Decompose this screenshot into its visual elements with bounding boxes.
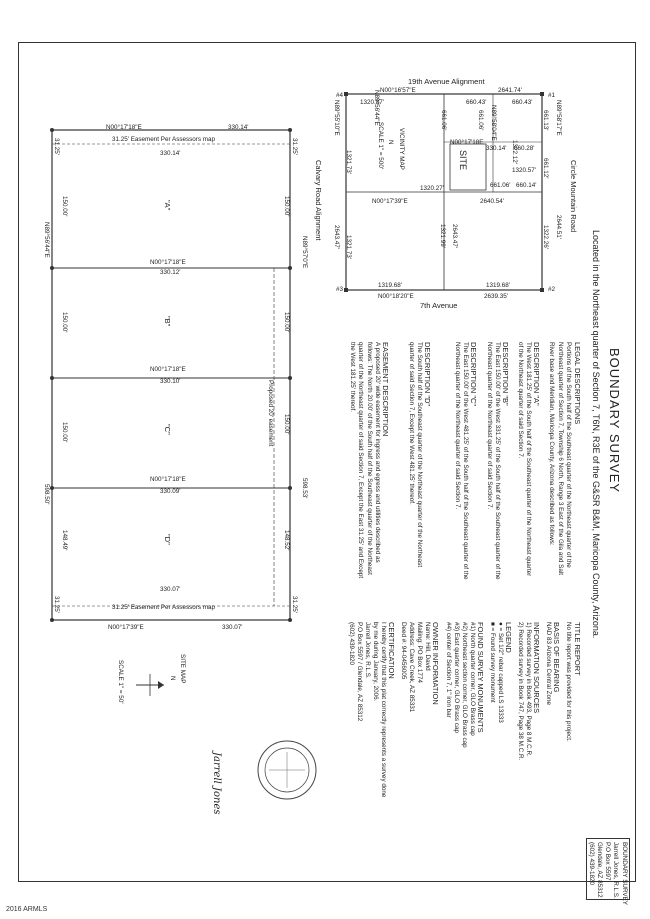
vic-d1: 1320.87'	[360, 99, 384, 106]
surveyor-seal-icon	[255, 738, 319, 802]
vic-d5: 661.06'	[440, 110, 447, 131]
vic-right-dist: 2644.51'	[555, 215, 562, 239]
parcel-c-right: 150.00'	[283, 414, 290, 435]
site-side-31-c: 31.25'	[291, 138, 298, 155]
parcel-a-left: 150.00'	[61, 196, 68, 217]
vic-d3: 660.43'	[512, 99, 533, 106]
vic-corner-nw: #4	[336, 92, 344, 99]
site-right-dist: 598.53'	[301, 478, 308, 499]
found-heading: FOUND SURVEY MONUMENTS	[476, 622, 485, 733]
vic-left-road: Calvary Road Alignment	[314, 160, 323, 241]
vic-d9: 1322.12'	[511, 140, 518, 164]
basis-heading: BASIS OF BEARING	[552, 622, 561, 693]
vic-d14: 660.14'	[516, 182, 537, 189]
vic-north: N	[387, 140, 394, 145]
legal-heading: LEGAL DESCRIPTIONS	[573, 342, 582, 425]
vic-bottom-bearing: N00°18'20"E	[378, 293, 414, 300]
parcel-d-bot: 330.07'	[160, 586, 181, 593]
legal-d-head: DESCRIPTION "D"	[423, 342, 432, 407]
found-1: #1) North quarter corner, GLO Brass cap	[469, 622, 476, 736]
site-top-bearing: N00°17'18"E	[106, 124, 142, 131]
parcel-d-right: 148.52'	[283, 530, 290, 551]
vic-d13: 661.06'	[490, 182, 511, 189]
legal-b-head: DESCRIPTION "B"	[501, 342, 510, 406]
info-1: 1) Recorded survey in Book 493, Page 8 M.C.R.	[525, 622, 532, 757]
vic-d19: 1319.68'	[378, 282, 402, 289]
vic-d10: 1321.73'	[345, 150, 352, 174]
owner-2: Mailing: PO Box 1774	[416, 622, 423, 683]
vic-bottom-dist: 2639.35'	[484, 293, 508, 300]
footer-watermark: 2016 ARMLS	[6, 906, 48, 913]
parcel-b-bot: 330.10'	[160, 378, 181, 385]
vic-left-dist: 2643.47'	[333, 225, 340, 249]
legend-2: ■ = Found survey monument	[489, 622, 496, 703]
vic-top-road: 19th Avenue Alignment	[408, 77, 485, 86]
site-easement-bottom: 31.25' Easement Per Assessors map	[112, 604, 216, 611]
vic-right-bearing: N89°58'17"E	[555, 100, 562, 136]
info-2: 2) Recorded survey in Book 747, Page 38 M.C.R.	[517, 622, 524, 761]
cert-surveyor: Jarrell Jones, R.L.S.	[364, 622, 371, 679]
site-easement-top: 31.25' Easement Per Assessors map	[112, 136, 216, 143]
site-right-bearing: N89°57'0"E	[301, 236, 308, 269]
vic-d4: 661.13'	[542, 110, 549, 131]
vic-d15: 1322.26'	[542, 225, 549, 249]
site-left-dist: 598.50'	[43, 484, 50, 505]
easement-text: A proposed 20' wide easement for ingress and egress and utilities described as follows: The North 20.00' of the South half of the Southeast quarter of the Northeast quarter of the Northeast quarter of said Section 7, Except the East 31.25' and Except the West 181.25' thereof.	[348, 342, 381, 579]
vic-d17: 1321.99'	[439, 224, 446, 248]
legal-c-head: DESCRIPTION "C"	[469, 342, 478, 407]
cert-text: I hereby certify that this plat correctly represents a survey done by me during January, 2006.	[371, 622, 387, 798]
vic-right-road: Circle Mountain Road	[569, 160, 578, 233]
vic-d20: 1319.68'	[486, 282, 510, 289]
legal-a-text: The West 181.25' of the South half of the Southeast quarter of the Northeast quarter of the Northeast quarter of said Section 7.	[516, 342, 532, 577]
vicinity-map	[330, 78, 570, 308]
parcel-b-right: 150.00'	[283, 312, 290, 333]
vic-top-bearing: N00°16'57"E	[380, 87, 416, 94]
vic-d2: 660.43'	[466, 99, 487, 106]
cert-address: P.O Box 5597 / Glendale, AZ 85312	[356, 622, 363, 722]
parcel-c-label: "C"	[163, 424, 172, 435]
vic-d18: 2643.47'	[451, 224, 458, 248]
legend-1: ● = Set 1/2" rebar capped LS 13333	[497, 622, 504, 723]
site-box	[450, 144, 486, 190]
survey-title: BOUNDARY SURVEY	[607, 348, 622, 494]
site-proposed-easement: Proposed 20' easement	[267, 380, 274, 447]
owner-4: Deed #: 94-0456005	[400, 622, 407, 680]
survey-subtitle: Located in the Northeast quarter of Section 7, T6N, R3E of the G&SR B&M, Maricopa County, Arizona.	[591, 230, 601, 639]
parcel-a-div: N00°17'18"E	[150, 259, 186, 266]
legend-heading: LEGEND	[504, 622, 513, 653]
legal-a-head: DESCRIPTION "A"	[532, 342, 541, 406]
parcel-a-bot: 330.12'	[160, 269, 181, 276]
vic-d11: 661.12'	[542, 158, 549, 179]
vic-corner-ne: #1	[548, 92, 556, 99]
parcel-d-label: "D"	[163, 534, 172, 545]
parcel-c-bot: 330.09'	[160, 488, 181, 495]
vic-mid-dist: 2640.54'	[480, 198, 504, 205]
site-map-title: SITE MAP	[179, 654, 186, 684]
vic-n4: N89°56'44"E	[373, 90, 380, 126]
legal-b-text: The East 150.00' of the West 331.25' of the South half of the Southeast quarter of the Northeast quarter of the Northeast quarter of said Section 7.	[485, 342, 501, 580]
vic-scale: SCALE 1" = 500'	[377, 122, 384, 170]
signature: Jarrell Jones	[211, 752, 222, 815]
vic-d8: 1320.57'	[512, 167, 536, 174]
vic-corner-sw: #3	[336, 286, 344, 293]
vic-n3: N89°58'04"E	[490, 105, 497, 141]
site-map-scale: SCALE 1" = 50'	[117, 660, 124, 704]
vic-corner-se: #2	[548, 286, 556, 293]
site-side-31-b: 31.25'	[53, 596, 60, 613]
parcel-d-left: 148.49'	[61, 530, 68, 551]
vic-bottom-road: 7th Avenue	[420, 301, 458, 310]
north-arrow-icon	[130, 660, 170, 710]
cert-phone: (602) 439-1820	[348, 622, 355, 666]
site-bottom-bearing: N00°17'39"E	[108, 624, 144, 631]
parcel-a-top: 330.14'	[160, 150, 181, 157]
vic-n5: 330.14'	[486, 145, 507, 152]
site-map-north: N	[169, 676, 176, 681]
parcel-c-left: 150.00'	[61, 422, 68, 443]
parcel-b-label: "B"	[163, 316, 172, 327]
vic-mid-bearing: N00°17'39"E	[372, 198, 408, 205]
title-block-l5: (602) 439-1820	[588, 842, 595, 886]
parcel-b-div: N00°17'18"E	[150, 366, 186, 373]
title-report-text: No title report was provided for this project.	[565, 622, 572, 742]
vic-d16: 1321.73'	[345, 235, 352, 259]
title-block-l3: P.O Box 5597	[604, 842, 611, 881]
owner-heading: OWNER INFORMATION	[431, 622, 440, 705]
parcel-a-label: "A"	[163, 200, 172, 211]
owner-1: Name: Hill, David	[424, 622, 431, 671]
vic-d7: 660.28'	[514, 145, 535, 152]
vic-map-label: VICINITY MAP	[398, 128, 405, 170]
title-block-l4: Glendale, AZ 85312	[596, 842, 603, 898]
legal-intro: Portions of the South half of the Southeast quarter of the Northeast quarter of the Northeast quarter of Section 7, Township 6 North, Range 3 East of the Gila and Salt River base and Meridian, Maricopa County, Arizona described as follows:	[548, 342, 572, 576]
legal-d-text: The South half of the Southeast quarter of the Northeast quarter of the Northeast quarter of said Section 7, Except the West 481.25' thereof.	[407, 342, 423, 568]
easement-head: EASEMENT DESCRIPTION	[381, 342, 390, 437]
parcel-a-right: 150.00'	[283, 196, 290, 217]
found-3: #3) East quarter corner, GLO Brass cap	[453, 622, 460, 733]
found-2: #2) Northeast section corner, GLO Brass cap	[461, 622, 468, 748]
vic-d12: 1320.27'	[420, 185, 444, 192]
vic-n1: N00°17'18E	[450, 139, 484, 146]
site-top-dist: 330.14'	[228, 124, 249, 131]
title-block-l1: BOUNDARY SURVEY	[621, 842, 628, 905]
parcel-b-left: 150.00'	[61, 312, 68, 333]
basis-text: NAD 83 Arizona Central Zone	[545, 622, 552, 705]
site-left-bearing: N89°56'44"E	[43, 222, 50, 258]
owner-3: Address: Cave Creek, AZ 85331	[408, 622, 415, 713]
vic-top-dist: 2641.74'	[498, 87, 522, 94]
vic-left-bearing: N89°55'10"E	[333, 100, 340, 136]
parcel-c-div: N00°17'18"E	[150, 476, 186, 483]
site-side-31-a: 31.25'	[53, 138, 60, 155]
vic-site-label: SITE	[458, 150, 468, 171]
legal-c-text: The East 150.00' of the West 481.25' of the South half of the Southeast quarter of the Northeast quarter of the Northeast quarter of said Section 7.	[453, 342, 469, 580]
found-4: #4) center of Section 7, 1" iron bar	[445, 622, 452, 718]
site-side-31-d: 31.25'	[291, 596, 298, 613]
cert-heading: CERTIFICATION	[387, 622, 396, 679]
title-report-heading: TITLE REPORT	[573, 622, 582, 676]
info-heading: INFORMATION SOURCES	[532, 622, 541, 714]
site-bottom-dist: 330.07'	[222, 624, 243, 631]
title-block-l2: Jarrell Jones, R.L.S.	[612, 842, 619, 899]
vic-d6: 661.06'	[477, 110, 484, 131]
